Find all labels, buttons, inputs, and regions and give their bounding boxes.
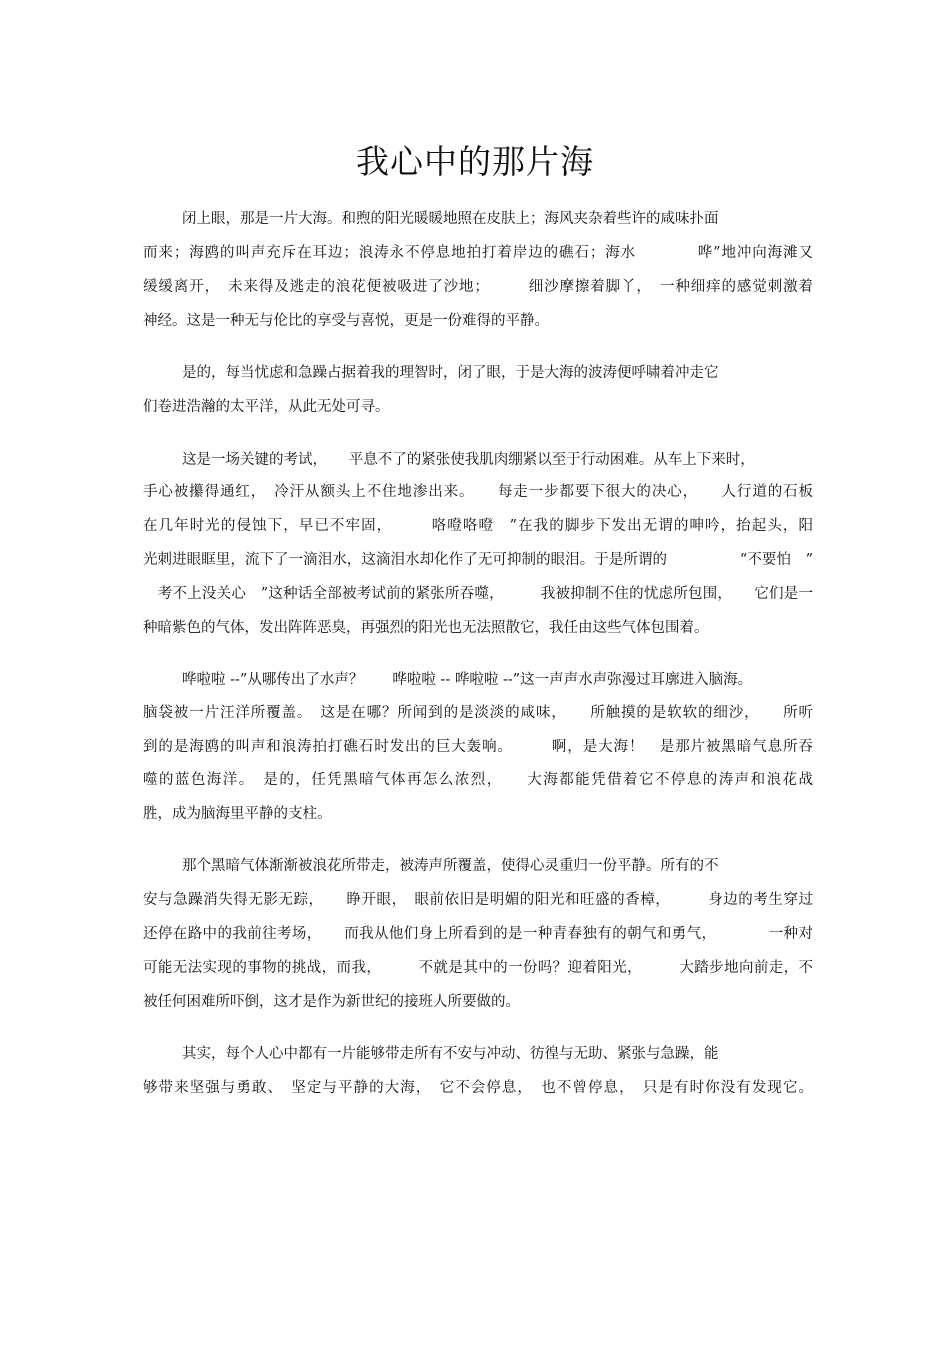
paragraph-1-line-4: 神经。这是一种无与伦比的享受与喜悦，更是一份难得的平静。	[143, 313, 549, 329]
paragraph-5-line-2: 安与急躁消失得无影无踪， 睁开眼， 眼前依旧是明媚的阳光和旺盛的香樟， 身边的考生穿过	[143, 892, 813, 908]
paragraph-1-line-3: 缓缓离开， 未来得及逃走的浪花便被吸进了沙地； 细沙摩擦着脚丫， 一种细痒的感觉刺激着	[143, 279, 813, 295]
paragraph-5-line-3: 还停在路中的我前往考场， 而我从他们身上所看到的是一种青春独有的朝气和勇气， 一种对	[143, 926, 813, 942]
paragraph-4-line-4: 噬的蓝色海洋。 是的，任凭黑暗气体再怎么浓烈， 大海都能凭借着它不停息的涛声和浪花战	[143, 772, 813, 788]
paragraph-3-line-1: 这是一场关键的考试， 平息不了的紧张使我肌肉绷紧以至于行动困难。从车上下来时，	[182, 452, 755, 468]
paragraph-3-line-6: 种暗紫色的气体，发出阵阵恶臭，再强烈的阳光也无法照散它，我任由这些气体包围着。	[143, 620, 709, 636]
page-title: 我心中的那片海	[356, 142, 594, 181]
paragraph-3-line-5: 考不上没关心 ”这种话全部被考试前的紧张所吞噬， 我被抑制不住的忧虑所包围， 它们是一	[143, 586, 813, 602]
paragraph-3-line-3: 在几年时光的侵蚀下，早已不牢固， 咯噔咯噔 ”在我的脚步下发出无谓的呻吟，抬起头，阳	[143, 518, 813, 534]
paragraph-2-line-2: 们卷进浩瀚的太平洋，从此无处可寻。	[143, 399, 390, 415]
paragraph-6-line-1: 其实，每个人心中都有一片能够带走所有不安与冲动、彷徨与无助、紧张与急躁，能	[182, 1046, 719, 1062]
paragraph-4-line-3: 到的是海鸥的叫声和浪涛拍打礁石时发出的巨大轰响。 啊，是大海！ 是那片被黑暗气息所吞	[143, 739, 813, 755]
paragraph-1-line-1: 闭上眼，那是一片大海。和煦的阳光暖暖地照在皮肤上；海风夹杂着些许的咸味扑面	[182, 211, 719, 227]
paragraph-6-line-2: 够带来坚强与勇敢、 坚定与平静的大海， 它不会停息， 也不曾停息， 只是有时你没有发现它。	[143, 1080, 813, 1096]
paragraph-1-line-2: 而来；海鸥的叫声充斥在耳边；浪涛永不停息地拍打着岸边的礁石；海水 哗”地冲向海滩又	[143, 245, 813, 261]
paragraph-5-line-1: 那个黑暗气体渐渐被浪花所带走，被涛声所覆盖，使得心灵重归一份平静。所有的不	[182, 858, 719, 874]
paragraph-4-line-2: 脑袋被一片汪洋所覆盖。 这是在哪？所闻到的是淡淡的咸味， 所触摸的是软软的细沙， 所听	[143, 705, 813, 721]
paragraph-2-line-1: 是的，每当忧虑和急躁占据着我的理智时，闭了眼，于是大海的波涛便呼啸着冲走它	[182, 365, 719, 381]
paragraph-3-line-2: 手心被攥得通红， 冷汗从额头上不住地渗出来。 每走一步都要下很大的决心， 人行道的石板	[143, 484, 813, 500]
paragraph-3-line-4: 光刺进眼眶里，流下了一滴泪水，这滴泪水却化作了无可抑制的眼泪。于是所谓的 “不要怕 ”	[143, 552, 813, 568]
paragraph-5-line-4: 可能无法实现的事物的挑战，而我， 不就是其中的一份吗？迎着阳光， 大踏步地向前走，不	[143, 960, 813, 976]
paragraph-4-line-1: 哗啦啦 --”从哪传出了水声？ 哗啦啦 -- 哗啦啦 --”这一声声水声弥漫过耳廓进入脑海。	[182, 672, 753, 688]
paragraph-5-line-5: 被任何困难所吓倒，这才是作为新世纪的接班人所要做的。	[143, 994, 520, 1010]
paragraph-4-line-5: 胜，成为脑海里平静的支柱。	[143, 806, 332, 822]
